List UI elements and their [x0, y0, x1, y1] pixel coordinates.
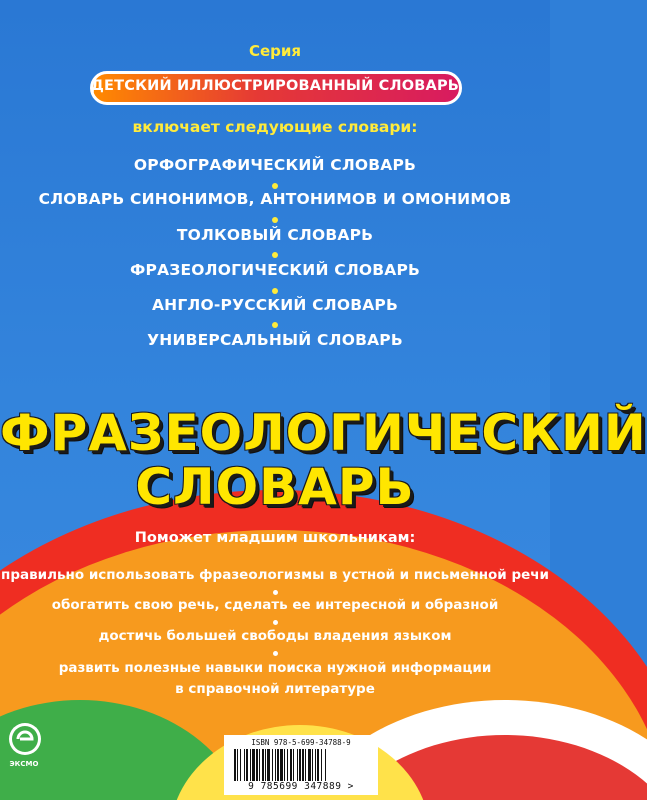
bullet-dot	[273, 620, 278, 625]
help-item: достичь большей свободы владения языком	[98, 628, 452, 644]
publisher-name: ЭКСМО	[9, 760, 39, 768]
eksmo-logo-icon	[8, 722, 42, 756]
bullet-dot	[272, 217, 278, 223]
dictionary-item: УНИВЕРСАЛЬНЫЙ СЛОВАРЬ	[147, 331, 403, 349]
dictionary-item: АНГЛО-РУССКИЙ СЛОВАРЬ	[151, 296, 398, 314]
bullet-dot	[272, 183, 278, 189]
dictionary-item: СЛОВАРЬ СИНОНИМОВ, АНТОНИМОВ И ОМОНИМОВ	[38, 190, 512, 208]
dictionary-item: ТОЛКОВЫЙ СЛОВАРЬ	[176, 226, 374, 244]
help-item: в справочной литературе	[175, 681, 375, 697]
help-item: обогатить свою речь, сделать ее интересной и образной	[51, 597, 499, 613]
help-item: развить полезные навыки поиска нужной информации	[58, 660, 492, 676]
isbn-text: ISBN 978-5-699-34788-9	[251, 738, 351, 747]
barcode-bars	[234, 749, 368, 781]
help-item: правильно использовать фразеологизмы в устной и письменной речи	[1, 567, 549, 583]
bullet-dot	[272, 322, 278, 328]
bullet-dot	[273, 590, 278, 595]
dictionary-item: ОРФОГРАФИЧЕСКИЙ СЛОВАРЬ	[133, 156, 417, 174]
dictionaries-intro: включает следующие словари:	[132, 118, 418, 136]
book-title-line1: ФРАЗЕОЛОГИЧЕСКИЙ	[0, 404, 647, 462]
book-title-line2: СЛОВАРЬ	[135, 458, 415, 516]
barcode	[224, 735, 378, 795]
dictionary-item: ФРАЗЕОЛОГИЧЕСКИЙ СЛОВАРЬ	[129, 261, 421, 279]
help-title: Поможет младшим школьникам:	[134, 530, 416, 546]
bullet-dot	[273, 651, 278, 656]
series-title: ДЕТСКИЙ ИЛЛЮСТРИРОВАННЫЙ СЛОВАРЬ	[90, 78, 460, 94]
series-label: Серия	[248, 42, 302, 60]
bullet-dot	[272, 288, 278, 294]
bullet-dot	[272, 252, 278, 258]
barcode-digits: 9 785699 347889 >	[248, 781, 354, 792]
